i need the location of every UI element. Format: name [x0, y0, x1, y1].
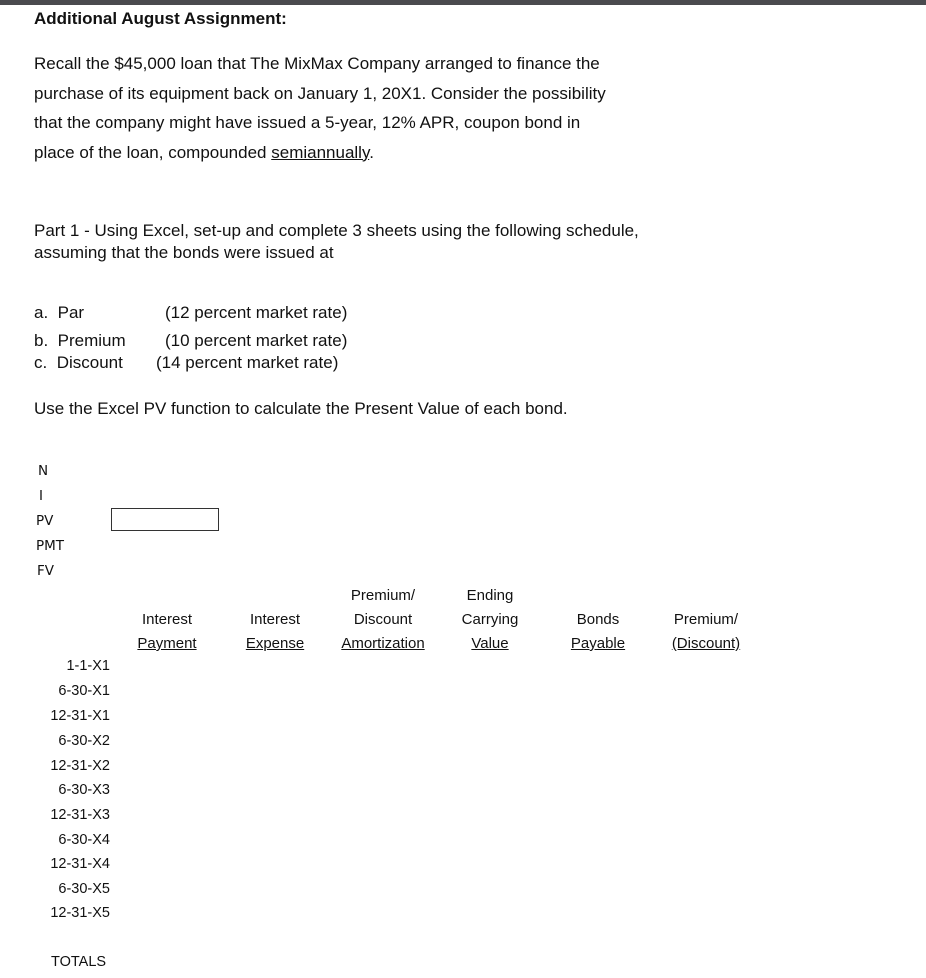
part-1-text: [34, 220, 639, 264]
intro-line-2: purchase of its equipment back on January 1, 20X1. Consider the possibility: [34, 83, 606, 103]
tvm-label-pv: PV: [36, 513, 54, 529]
page-title: Additional August Assignment:: [34, 9, 287, 28]
col-bonds-payable: [554, 584, 642, 656]
tvm-label-fv: FV: [37, 563, 55, 579]
part-1-line-1: Part 1 - Using Excel, set-up and complete 3 sheets using the following schedule,: [34, 221, 639, 240]
col-carrying-value-line-2: Carrying: [461, 611, 519, 628]
col-premium-discount-line-2: Premium/: [673, 611, 739, 628]
option-a-label: [34, 303, 84, 323]
option-c-name: Discount: [56, 353, 123, 372]
col-interest-expense-line-1: [229, 584, 321, 608]
intro-line-1: Recall the $45,000 loan that The MixMax Company arranged to finance the: [34, 54, 600, 73]
intro-line-4-suffix: .: [369, 142, 374, 162]
date-row: 12-31-X4: [50, 856, 110, 872]
intro-line-4: [34, 138, 606, 168]
option-a: [34, 303, 434, 327]
pv-instruction: Use the Excel PV function to calculate the Present Value of each bond.: [34, 399, 568, 418]
option-b-label: [34, 331, 126, 351]
option-b-rate: (10 percent market rate): [165, 331, 348, 350]
pv-value-box[interactable]: [111, 508, 219, 531]
date-row: 12-31-X3: [50, 807, 110, 823]
col-carrying-value-line-3: Value: [471, 635, 509, 652]
option-b: [34, 331, 434, 355]
intro-paragraph: [34, 49, 606, 167]
col-ending-carrying-value: [446, 584, 534, 656]
col-premium-discount-line-1: [656, 584, 756, 608]
col-interest-payment-line-3: Payment: [137, 635, 197, 652]
col-interest-expense-line-2: Interest: [249, 611, 301, 628]
option-b-name: Premium: [57, 331, 126, 350]
option-a-letter: a.: [34, 303, 49, 322]
col-bonds-payable-line-3: Payable: [570, 635, 626, 652]
option-a-name: Par: [57, 303, 85, 322]
col-premium-discount: [656, 584, 756, 656]
tvm-label-i: I: [39, 488, 43, 504]
date-row: 6-30-X2: [58, 733, 110, 749]
date-row: 12-31-X2: [50, 758, 110, 774]
col-interest-payment-line-2: Interest: [141, 611, 193, 628]
option-a-rate: (12 percent market rate): [165, 303, 348, 322]
date-row: 6-30-X3: [58, 782, 110, 798]
col-amortization-line-3: Amortization: [341, 635, 425, 652]
intro-line-3: that the company might have issued a 5-year, 12% APR, coupon bond in: [34, 113, 581, 132]
date-row: 12-31-X1: [50, 708, 110, 724]
top-border-bar: [0, 0, 926, 5]
option-b-letter: b.: [34, 331, 49, 350]
col-premium-discount-amortization: [326, 584, 440, 656]
date-row: 6-30-X1: [58, 683, 110, 699]
col-amortization-line-2: Discount: [353, 611, 413, 628]
col-bonds-payable-line-1: [554, 584, 642, 608]
totals-label: TOTALS: [51, 954, 107, 970]
semiannually-underlined: semiannually: [271, 142, 370, 162]
col-bonds-payable-line-2: Bonds: [576, 611, 620, 628]
tvm-label-n: N: [38, 463, 49, 479]
intro-line-4-prefix: place of the loan, compounded: [34, 142, 272, 162]
tvm-label-pmt: PMT: [36, 538, 65, 554]
option-c: [34, 353, 434, 377]
col-premium-discount-line-3: (Discount): [671, 635, 741, 652]
col-interest-payment-line-1: [120, 584, 214, 608]
col-interest-payment: [120, 584, 214, 656]
col-interest-expense: [229, 584, 321, 656]
option-c-label: [34, 353, 123, 373]
date-row: 6-30-X4: [58, 832, 110, 848]
col-amortization-line-1: Premium/: [350, 587, 416, 604]
part-1-line-2: assuming that the bonds were issued at: [34, 243, 334, 262]
date-row: 6-30-X5: [58, 881, 110, 897]
date-row: 12-31-X5: [50, 905, 110, 921]
date-row: 1-1-X1: [66, 658, 110, 674]
option-c-rate: (14 percent market rate): [156, 353, 339, 372]
col-interest-expense-line-3: Expense: [245, 635, 305, 652]
col-carrying-value-line-1: Ending: [466, 587, 514, 604]
option-c-letter: c.: [34, 353, 48, 372]
